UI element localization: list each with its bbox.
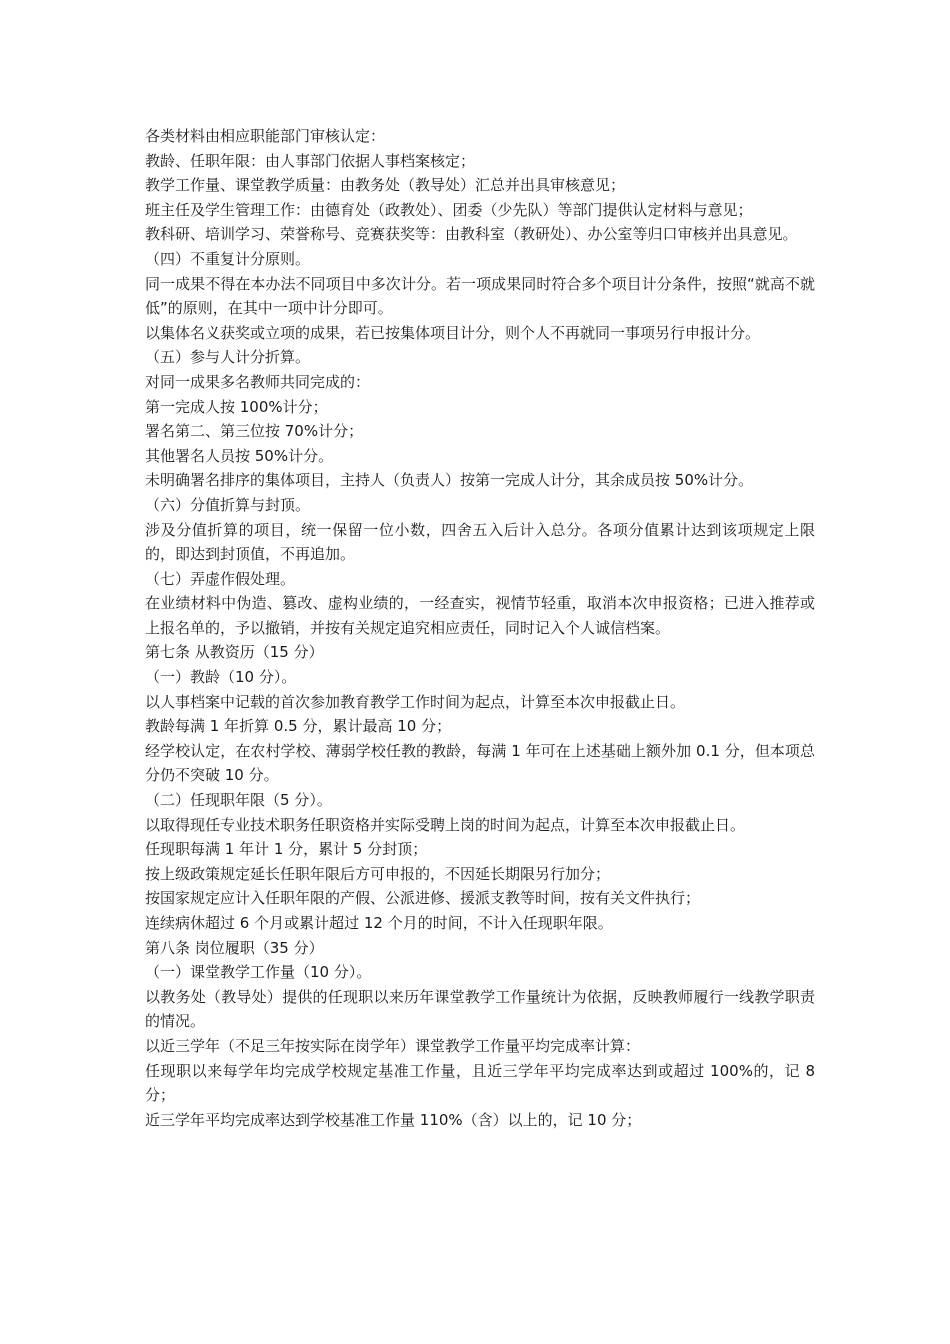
paragraph: 以人事档案中记载的首次参加教育教学工作时间为起点，计算至本次申报截止日。	[145, 692, 686, 711]
paragraph: 任现职以来每学年均完成学校规定基准工作量，且近三学年平均完成率达到或超过 100%的，记 8 分；	[145, 1061, 815, 1105]
paragraph: 其他署名人员按 50%计分。	[145, 446, 334, 465]
paragraph: 近三学年平均完成率达到学校基准工作量 110%（含）以上的，记 10 分；	[145, 1110, 642, 1129]
paragraph: 按国家规定应计入任职年限的产假、公派进修、援派支教等时间，按有关文件执行；	[145, 889, 701, 908]
paragraph: 同一成果不得在本办法不同项目中多次计分。若一项成果同时符合多个项目计分条件，按照“就高不就低”的原则，在其中一项中计分即可。	[145, 274, 815, 318]
paragraph: 以教务处（教导处）提供的任现职以来历年课堂教学工作量统计为依据，反映教师履行一线教学职责的情况。	[145, 987, 815, 1031]
article-heading: 第八条 岗位履职（35 分）	[145, 938, 324, 957]
section-heading: （五）参与人计分折算。	[145, 348, 311, 367]
paragraph: 各类材料由相应职能部门审核认定：	[145, 127, 386, 145]
paragraph: 教科研、培训学习、荣誉称号、竞赛获奖等：由教科室（教研处）、办公室等归口审核并出具意见。	[145, 225, 798, 244]
section-heading: （二）任现职年限（5 分）。	[145, 791, 332, 810]
paragraph: 对同一成果多名教师共同完成的：	[145, 372, 371, 391]
section-heading: （一）课堂教学工作量（10 分）。	[145, 963, 372, 982]
paragraph: 以集体名义获奖或立项的成果，若已按集体项目计分，则个人不再就同一事项另行申报计分。	[145, 323, 761, 342]
paragraph: 按上级政策规定延长任职年限后方可申报的，不因延长期限另行加分；	[145, 864, 611, 883]
paragraph: 教龄、任职年限：由人事部门依据人事档案核定；	[145, 151, 476, 170]
paragraph: 署名第二、第三位按 70%计分；	[145, 422, 364, 441]
paragraph: 班主任及学生管理工作：由德育处（政教处）、团委（少先队）等部门提供认定材料与意见；	[145, 200, 753, 219]
paragraph: 未明确署名排序的集体项目，主持人（负责人）按第一完成人计分，其余成员按 50%计分。	[145, 471, 754, 490]
paragraph: 经学校认定，在农村学校、薄弱学校任教的教龄，每满 1 年可在上述基础上额外加 0.1 分，但本项总分仍不突破 10 分。	[145, 741, 815, 785]
section-heading: （四）不重复计分原则。	[145, 249, 311, 268]
paragraph: 教龄每满 1 年折算 0.5 分，累计最高 10 分；	[145, 717, 452, 736]
section-heading: （一）教龄（10 分）。	[145, 668, 297, 687]
paragraph: 第一完成人按 100%计分；	[145, 397, 328, 416]
document-body	[145, 124, 815, 1132]
article-heading: 第七条 从教资历（15 分）	[145, 643, 324, 662]
paragraph: 教学工作量、课堂教学质量：由教务处（教导处）汇总并出具审核意见；	[145, 176, 626, 195]
paragraph: 涉及分值折算的项目，统一保留一位小数，四舍五入后计入总分。各项分值累计达到该项规定上限的，即达到封顶值，不再追加。	[145, 520, 815, 564]
paragraph: 任现职每满 1 年计 1 分，累计 5 分封顶；	[145, 840, 428, 859]
section-heading: （七）弄虚作假处理。	[145, 569, 296, 588]
paragraph: 连续病休超过 6 个月或累计超过 12 个月的时间，不计入任现职年限。	[145, 914, 613, 932]
paragraph: 在业绩材料中伪造、篡改、虚构业绩的，一经查实，视情节轻重，取消本次申报资格；已进入推荐或上报名单的，予以撤销，并按有关规定追究相应责任，同时记入个人诚信档案。	[145, 594, 815, 637]
section-heading: （六）分值折算与封顶。	[145, 495, 311, 514]
paragraph: 以取得现任专业技术职务任职资格并实际受聘上岗的时间为起点，计算至本次申报截止日。	[145, 815, 746, 834]
paragraph: 以近三学年（不足三年按实际在岗学年）课堂教学工作量平均完成率计算：	[145, 1036, 641, 1055]
